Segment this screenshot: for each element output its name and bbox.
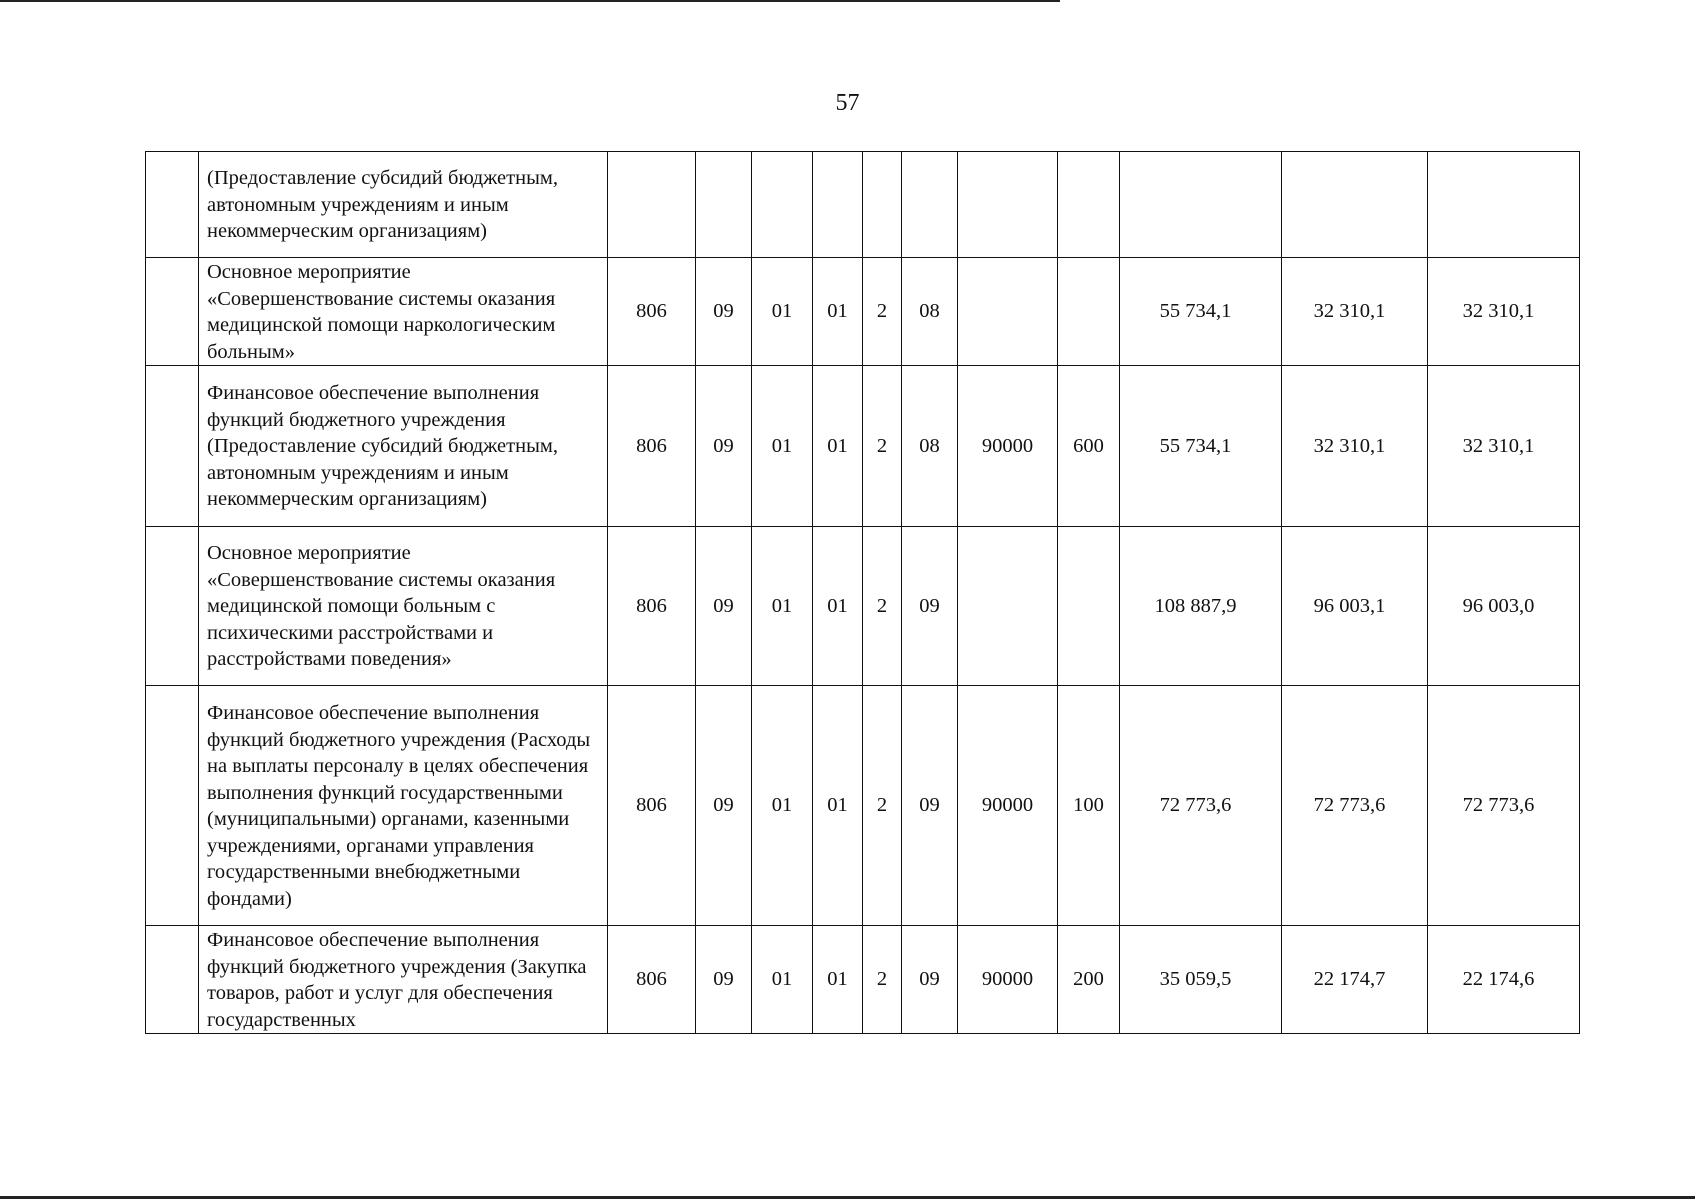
code-cell: 2: [863, 258, 902, 366]
code-cell: 09: [696, 527, 752, 686]
code-cell: [696, 152, 752, 258]
table-row: [146, 686, 1580, 926]
code-cell: 09: [696, 926, 752, 1034]
code-cell: [1058, 152, 1120, 258]
code-cell: 01: [752, 926, 813, 1034]
code-cell: [1058, 258, 1120, 366]
amount-cell: 32 310,1: [1282, 258, 1428, 366]
code-cell: 01: [752, 366, 813, 527]
amount-cell: 55 734,1: [1120, 258, 1282, 366]
code-cell: [902, 152, 958, 258]
description-cell: (Предоставление субсидий бюджетным, автономным учреждениям и иным некоммерческим организациям): [199, 152, 608, 258]
code-cell: 806: [608, 258, 696, 366]
amount-cell: 72 773,6: [1428, 686, 1580, 926]
code-cell: 90000: [958, 686, 1058, 926]
amount-cell: 96 003,1: [1282, 527, 1428, 686]
amount-cell: [1282, 152, 1428, 258]
budget-table: [145, 151, 1580, 1034]
table-row: [146, 258, 1580, 366]
code-cell: [958, 152, 1058, 258]
code-cell: 01: [813, 686, 863, 926]
amount-cell: 22 174,7: [1282, 926, 1428, 1034]
code-cell: 2: [863, 527, 902, 686]
table-row: [146, 366, 1580, 527]
amount-cell: 72 773,6: [1120, 686, 1282, 926]
amount-cell: [1428, 152, 1580, 258]
code-cell: [958, 527, 1058, 686]
code-cell: [608, 152, 696, 258]
code-cell: 200: [1058, 926, 1120, 1034]
code-cell: 09: [902, 527, 958, 686]
table-row: [146, 926, 1580, 1034]
amount-cell: 32 310,1: [1428, 258, 1580, 366]
amount-cell: 108 887,9: [1120, 527, 1282, 686]
code-cell: 2: [863, 926, 902, 1034]
code-cell: 09: [902, 926, 958, 1034]
description-cell: Основное мероприятие «Совершенствование системы оказания медицинской помощи наркологическим больным»: [199, 258, 608, 366]
row-index-cell: [146, 686, 199, 926]
description-cell: Финансовое обеспечение выполнения функций бюджетного учреждения (Предоставление субсидий бюджетным, автономным учреждениям и иным некоммерческим организациям): [199, 366, 608, 527]
amount-cell: 72 773,6: [1282, 686, 1428, 926]
code-cell: 09: [696, 258, 752, 366]
top-rule: [0, 0, 1060, 2]
code-cell: 01: [813, 366, 863, 527]
row-index-cell: [146, 926, 199, 1034]
code-cell: [1058, 527, 1120, 686]
row-index-cell: [146, 527, 199, 686]
code-cell: 806: [608, 366, 696, 527]
code-cell: 806: [608, 686, 696, 926]
code-cell: [958, 258, 1058, 366]
code-cell: 01: [752, 686, 813, 926]
amount-cell: 32 310,1: [1428, 366, 1580, 527]
code-cell: 90000: [958, 366, 1058, 527]
code-cell: 01: [813, 527, 863, 686]
amount-cell: 55 734,1: [1120, 366, 1282, 527]
table-row: [146, 152, 1580, 258]
code-cell: [752, 152, 813, 258]
row-index-cell: [146, 366, 199, 527]
amount-cell: [1120, 152, 1282, 258]
code-cell: 01: [752, 527, 813, 686]
code-cell: 08: [902, 366, 958, 527]
code-cell: 100: [1058, 686, 1120, 926]
bottom-rule: [0, 1196, 1695, 1199]
code-cell: 09: [902, 686, 958, 926]
description-cell: Основное мероприятие «Совершенствование системы оказания медицинской помощи больным с психическими расстройствами и расстройствами поведения»: [199, 527, 608, 686]
code-cell: 09: [696, 366, 752, 527]
code-cell: 806: [608, 527, 696, 686]
amount-cell: 96 003,0: [1428, 527, 1580, 686]
code-cell: 90000: [958, 926, 1058, 1034]
code-cell: 09: [696, 686, 752, 926]
code-cell: 806: [608, 926, 696, 1034]
code-cell: 01: [813, 926, 863, 1034]
description-cell: Финансовое обеспечение выполнения функций бюджетного учреждения (Закупка товаров, работ и услуг для обеспечения государственных: [199, 926, 608, 1034]
page-number: 57: [835, 90, 860, 116]
amount-cell: 22 174,6: [1428, 926, 1580, 1034]
code-cell: 2: [863, 366, 902, 527]
row-index-cell: [146, 258, 199, 366]
amount-cell: 32 310,1: [1282, 366, 1428, 527]
table-row: [146, 527, 1580, 686]
code-cell: 2: [863, 686, 902, 926]
row-index-cell: [146, 152, 199, 258]
code-cell: 08: [902, 258, 958, 366]
code-cell: 01: [752, 258, 813, 366]
amount-cell: 35 059,5: [1120, 926, 1282, 1034]
code-cell: [863, 152, 902, 258]
code-cell: 01: [813, 258, 863, 366]
code-cell: [813, 152, 863, 258]
description-cell: Финансовое обеспечение выполнения функций бюджетного учреждения (Расходы на выплаты персоналу в целях обеспечения выполнения функций государственными (муниципальными) органами, казенными учреждениями, органами управления государственными внебюджетными фондами): [199, 686, 608, 926]
code-cell: 600: [1058, 366, 1120, 527]
